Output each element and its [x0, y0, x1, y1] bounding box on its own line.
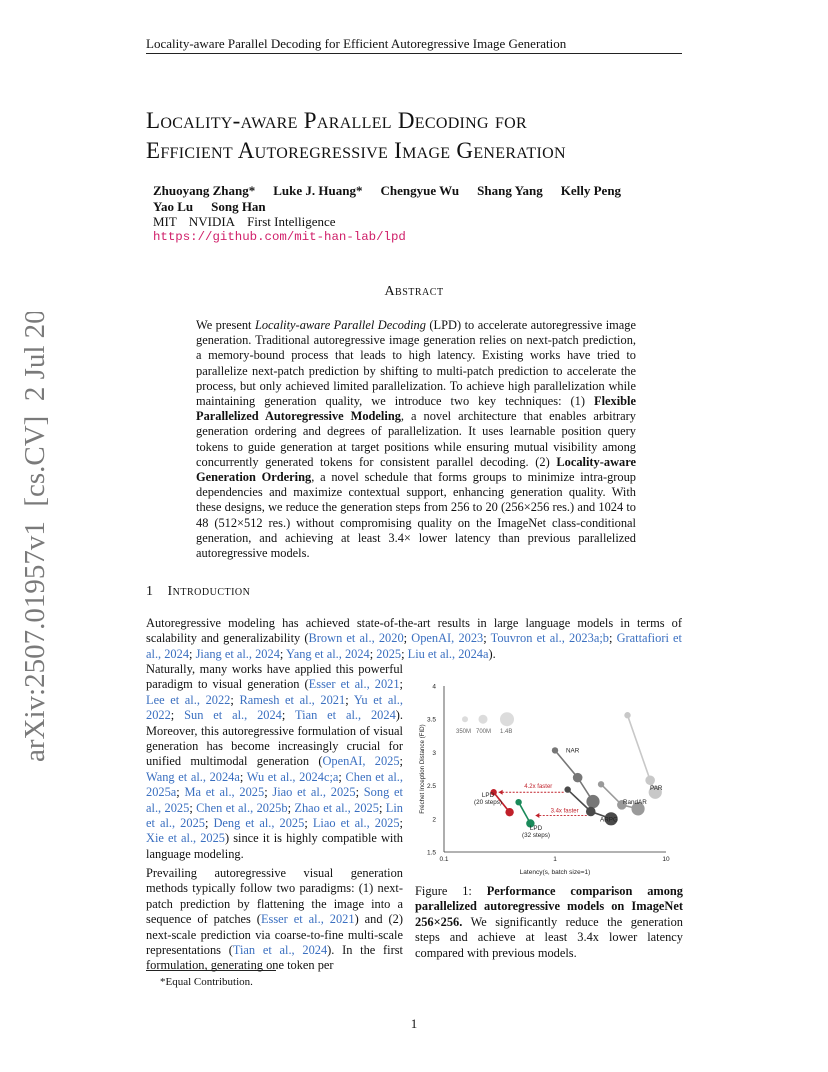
- series-label: LPD: [481, 791, 495, 799]
- speedup-label: 3.4x faster: [550, 808, 579, 815]
- citation[interactable]: Jiao et al., 2025: [272, 785, 356, 800]
- x-tick-label: 10: [662, 856, 670, 863]
- data-point: [505, 808, 513, 816]
- title-line-1: Locality-aware Parallel Decoding for: [146, 108, 527, 133]
- citation[interactable]: Touvron et al., 2023a;b: [490, 631, 609, 646]
- page-number: 1: [410, 1016, 418, 1031]
- citation[interactable]: Wu et al., 2024c;a: [246, 769, 339, 784]
- intro-paragraph-1: Autoregressive modeling has achieved state-of-the-art results in large language models in terms of scalability and generalizability (Brown et al., 2020; OpenAI, 2023; Touvron et al., 2023a;b; Grattafiori et al., 2024; Jiang et al., 2024; Yang et al., 2024; 2025; Liu et al., 2024a).: [146, 616, 682, 661]
- affiliation: First Intelligence: [247, 214, 336, 229]
- data-point: [552, 747, 558, 753]
- citation[interactable]: Grattafiori et al., 2024: [146, 631, 682, 661]
- arxiv-stamp-text: arXiv:2507.01957v1 [cs.CV] 2 Jul 2025: [19, 312, 51, 762]
- citation[interactable]: Chen et al., 2025a: [146, 769, 404, 800]
- x-tick-label: 0.1: [439, 856, 449, 863]
- y-axis-label: Fréchet Inception Distance (FID): [419, 724, 426, 814]
- size-legend-marker: [479, 715, 488, 724]
- affiliations: [153, 214, 348, 230]
- author-row-1: [153, 183, 673, 199]
- citation[interactable]: Jiang et al., 2024: [195, 646, 280, 661]
- chart-svg: [412, 672, 682, 880]
- citation[interactable]: Song et al., 2025: [146, 785, 403, 815]
- citation[interactable]: Liao et al., 2025: [312, 816, 400, 831]
- citation[interactable]: Sun et al., 2024: [184, 708, 282, 723]
- citation[interactable]: Lee et al., 2022: [146, 692, 231, 707]
- footnote: *Equal Contribution.: [160, 976, 253, 988]
- size-legend-marker: [500, 712, 514, 726]
- data-point: [564, 786, 570, 792]
- footnote-rule: [146, 970, 276, 971]
- affiliation: NVIDIA: [188, 214, 236, 229]
- y-tick-label: 3: [432, 749, 436, 757]
- y-tick-label: 4: [432, 683, 436, 691]
- citation[interactable]: OpenAI, 2023: [411, 631, 484, 646]
- data-point: [586, 807, 596, 817]
- citation[interactable]: Wang et al., 2024a: [146, 769, 240, 784]
- x-tick-label: 1: [553, 856, 557, 863]
- author-name: Yao Lu: [153, 199, 194, 214]
- citation[interactable]: Esser et al., 2021: [260, 912, 355, 927]
- author-name: Chengyue Wu: [380, 183, 460, 198]
- author-name: Shang Yang: [477, 183, 543, 198]
- series-label: NAR: [566, 747, 580, 755]
- running-header: Locality-aware Parallel Decoding for Efficient Autoregressive Image Generation: [146, 36, 567, 51]
- y-tick-label: 2.5: [426, 783, 436, 791]
- author-name: Song Han: [211, 199, 266, 214]
- y-tick-label: 2: [432, 816, 436, 824]
- citation[interactable]: Brown et al., 2020: [308, 631, 404, 646]
- citation[interactable]: Xie et al., 2025: [146, 831, 226, 846]
- abstract-body: We present Locality-aware Parallel Decoding (LPD) to accelerate autoregressive image generation. Traditional autoregressive image generation relies on next-patch prediction, a memory-bound process that leads to high latency. Existing works have tried to parallelize next-patch prediction by shifting to multi-patch prediction to accelerate the process, but only achieved limited parallelization. To achieve high parallelization while maintaining generation quality, we introduce two key techniques: (1) Flexible Parallelized Autoregressive Modeling, a novel architecture that enables arbitrary generation ordering and degrees of parallelization. It uses learnable position query tokens to guide generation at target positions while ensuring mutual visibility among concurrently generated tokens for consistent parallel decoding. (2) Locality-aware Generation Ordering, a novel schedule that forms groups to minimize intra-group dependencies and maximize contextual support, enhancing generation quality. With these designs, we reduce the generation steps from 256 to 20 (256×256 res.) and 1024 to 48 (512×512 res.) without compromising quality on the ImageNet class-conditional generation, and achieving at least 3.4× lower latency than previous parallelized autoregressive models.: [196, 318, 636, 561]
- size-legend-marker: [462, 716, 468, 722]
- code-link[interactable]: https://github.com/mit-han-lab/lpd: [153, 230, 406, 244]
- author-name: Luke J. Huang*: [273, 183, 363, 198]
- citation[interactable]: Ma et al., 2025: [184, 785, 265, 800]
- citation[interactable]: Lin et al., 2025: [146, 800, 403, 831]
- citation[interactable]: Liu et al., 2024a: [407, 646, 489, 661]
- citation[interactable]: Yang et al., 2024: [285, 646, 370, 661]
- figure-1-chart: [412, 672, 682, 880]
- size-legend-label: 1.4B: [500, 729, 513, 736]
- y-tick-label: 1.5: [426, 849, 436, 857]
- title-line-2: Efficient Autoregressive Image Generation: [146, 138, 566, 163]
- author-row-2: [153, 199, 673, 215]
- series-label: (32 steps): [522, 832, 550, 840]
- citation[interactable]: OpenAI, 2025: [322, 754, 400, 769]
- affiliation: MIT: [153, 214, 177, 229]
- author-name: Zhuoyang Zhang*: [153, 183, 256, 198]
- header-rule: [146, 53, 682, 54]
- speedup-label: 4.2x faster: [524, 784, 553, 791]
- citation[interactable]: Zhao et al., 2025: [294, 800, 379, 815]
- speedup-arrowhead: [499, 790, 503, 795]
- figure-1-caption: Figure 1: Performance comparison among parallelized autoregressive models on ImageNet 256×256. We significantly reduce the generation steps and achieve at least 3.4x lower latency compared with previous models.: [415, 884, 683, 960]
- citation[interactable]: Yu et al., 2022: [146, 692, 403, 723]
- data-point: [645, 775, 655, 785]
- citation[interactable]: Tian et al., 2024: [295, 708, 396, 723]
- author-name: Kelly Peng: [560, 183, 622, 198]
- series-label: ARPG: [600, 816, 618, 824]
- citation[interactable]: Esser et al., 2021: [308, 677, 400, 692]
- intro-paragraph-1-cont: Naturally, many works have applied this powerful paradigm to visual generation (Esser et al., 2021; Lee et al., 2022; Ramesh et al., 2021; Yu et al., 2022; Sun et al., 2024; Tian et al., 2024). Moreover, this autoregressive formulation of visual generation has become increasingly crucial for unified multimodal generation (OpenAI, 2025; Wang et al., 2024a; Wu et al., 2024c;a; Chen et al., 2025a; Ma et al., 2025; Jiao et al., 2025; Song et al., 2025; Chen et al., 2025b; Zhao et al., 2025; Lin et al., 2025; Deng et al., 2025; Liao et al., 2025; Xie et al., 2025) since it is highly compatible with language modeling.: [146, 662, 404, 861]
- data-point: [573, 773, 583, 783]
- abstract-heading: Abstract: [384, 284, 444, 299]
- arxiv-stamp: [14, 312, 52, 762]
- size-legend-label: 350M: [456, 729, 472, 736]
- author-list: [153, 183, 673, 215]
- citation[interactable]: Chen et al., 2025b: [196, 800, 288, 815]
- series-label: (20 steps): [474, 798, 502, 806]
- speedup-arrowhead: [535, 813, 539, 818]
- citation[interactable]: Ramesh et al., 2021: [239, 692, 346, 707]
- x-axis-label: Latency(s, batch size=1): [519, 869, 591, 876]
- series-label: RandAR: [623, 799, 647, 807]
- size-legend-label: 700M: [476, 729, 492, 736]
- citation[interactable]: 2025: [376, 646, 402, 661]
- y-tick-label: 3.5: [426, 716, 436, 724]
- citation[interactable]: Deng et al., 2025: [213, 816, 305, 831]
- intro-paragraph-2: Prevailing autoregressive visual generation methods typically follow two paradigms: (1) next-patch prediction by flattening the image into a sequence of patches (Esser et al., 2021) and (2) next-scale prediction via coarse-to-fine multi-scale representations (Tian et al., 2024). In the first formulation, generating one token per: [146, 866, 403, 973]
- citation[interactable]: Tian et al., 2024: [232, 943, 328, 958]
- series-label: PAR: [650, 785, 663, 793]
- data-point: [515, 799, 521, 805]
- data-point: [624, 712, 630, 718]
- data-point: [586, 795, 599, 808]
- section-heading-introduction: 1 Introduction: [146, 584, 251, 599]
- data-point: [598, 781, 604, 787]
- series-label: LPD: [529, 825, 543, 833]
- paper-title: [146, 106, 706, 166]
